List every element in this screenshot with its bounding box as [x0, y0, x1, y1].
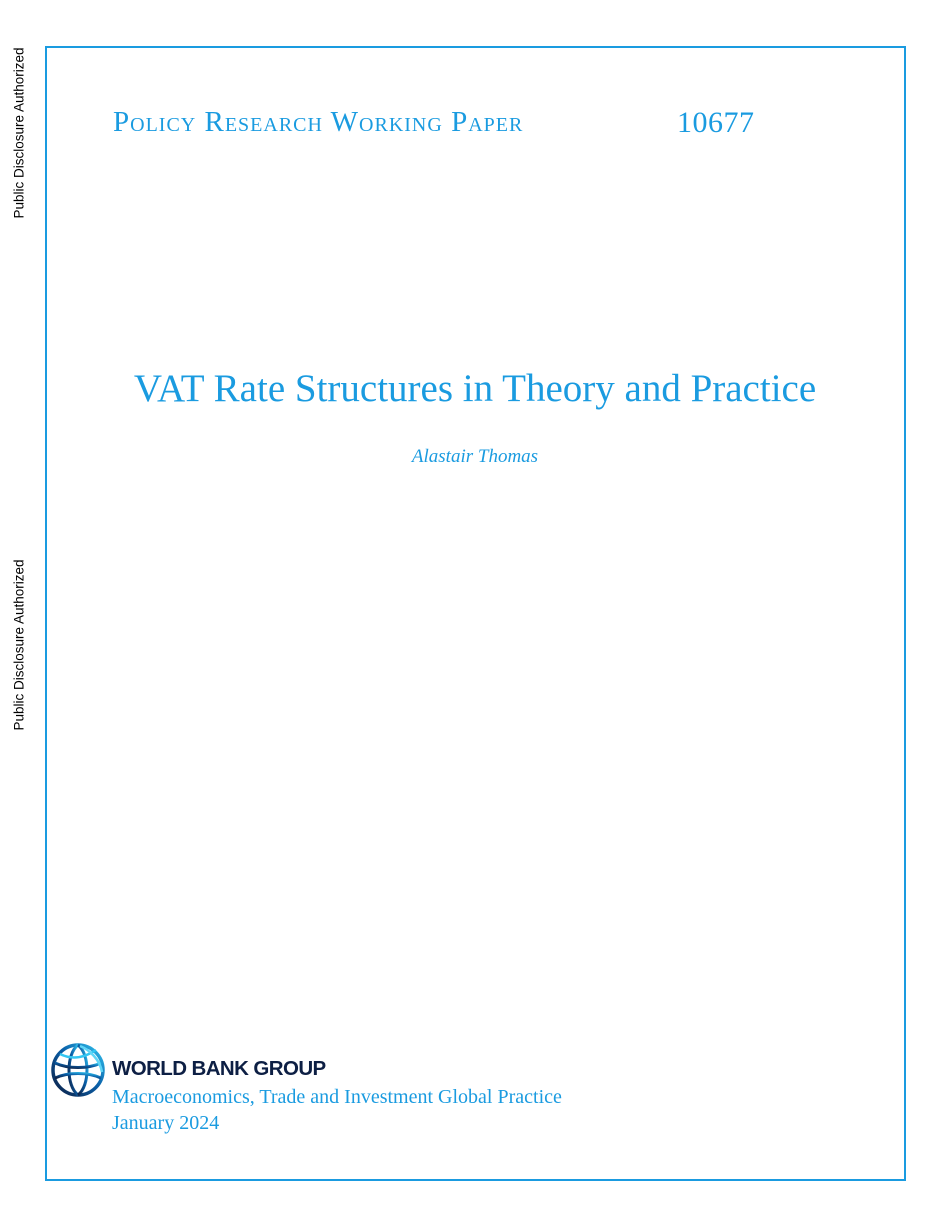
paper-title: VAT Rate Structures in Theory and Practice: [133, 367, 817, 410]
cover-frame: [45, 46, 906, 1181]
author-name: Alastair Thomas: [411, 446, 539, 467]
disclosure-label-top: Public Disclosure Authorized: [11, 47, 27, 219]
organization-name: WORLD BANK GROUP: [112, 1057, 326, 1080]
paper-number: 10677: [677, 106, 755, 139]
disclosure-label-middle: Public Disclosure Authorized: [11, 559, 27, 731]
global-practice: Macroeconomics, Trade and Investment Global Practice: [112, 1086, 562, 1108]
world-bank-globe-icon: [50, 1042, 106, 1098]
publication-date: January 2024: [112, 1112, 220, 1134]
series-title: Policy Research Working Paper: [113, 106, 524, 138]
